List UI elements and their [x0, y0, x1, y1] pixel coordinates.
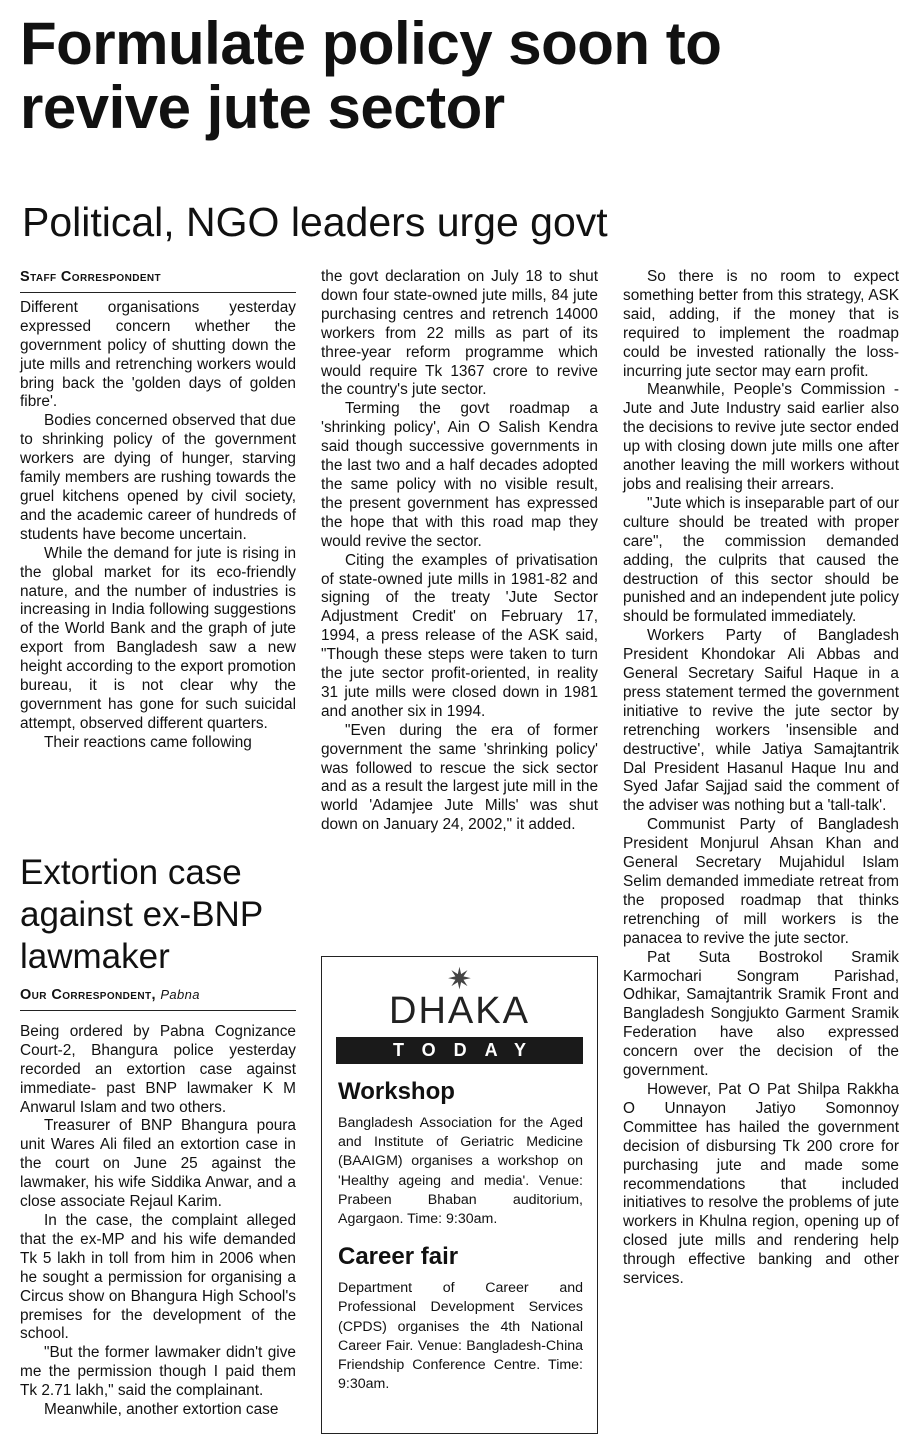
event-text: Bangladesh Association for the Aged and Institute of Geriatric Medicine (BAAIGM) organises a workshop on 'Healthy ageing and media'. Venue: Prabeen Bhaban auditorium, Agargaon. Time: 9:30am.: [338, 1115, 583, 1228]
event-title: Workshop: [338, 1078, 455, 1105]
paragraph: "Jute which is inseparable part of our culture should be treated with proper care", the commission demanded adding, the culprits that caused the destruction of this sector should be punished and an independent jute policy should be formulated immediately.: [623, 494, 899, 626]
event-text: Department of Career and Professional Development Services (CPDS) organises the 4th National Career Fair. Venue: Bangladesh-China Friendship Conference Centre. Time: 9:30am.: [338, 1280, 583, 1393]
event-title: Career fair: [338, 1243, 459, 1271]
subheadline: Political, NGO leaders urge govt: [22, 199, 608, 245]
byline: [20, 986, 296, 1011]
main-story-column-3: [623, 268, 899, 1289]
main-story-column-1: [20, 268, 296, 753]
paragraph: In the case, the complaint alleged that the ex-MP and his wife demanded Tk 5 lakh in toll from him in 2006 when he sought a permission for organising a Circus show on Bhangura High School's premises for the development of the school.: [20, 1211, 296, 1343]
paragraph: Their reactions came following: [44, 733, 252, 751]
paragraph: Bodies concerned observed that due to shrinking policy of the government workers are dying of hunger, starving family members are rushing towards the gruel kitchens opened by civil society, and the academic career of hundreds of students have become uncertain.: [20, 412, 296, 543]
paragraph: Treasurer of BNP Bhangura poura unit Wares Ali filed an extortion case in the court on June 25 against the lawmaker, his wife Siddika Anwar, and a close associate Rejaul Karim.: [20, 1117, 296, 1211]
star-icon: ✷: [446, 963, 473, 996]
paragraph: Different organisations yesterday expressed concern whether the government policy of shutting down the jute mills and retrenching workers would bring back the 'golden days of golden fibre'.: [20, 298, 296, 411]
story-headline: Extortion case against ex-BNP lawmaker: [20, 853, 263, 976]
paragraph: the govt declaration on July 18 to shut down four state-owned jute mills, 84 jute purchasing centres and retrench 14000 workers from 22 mills as part of its three-year reform programme which would require Tk 1367 crore to revive the country's jute sector.: [321, 268, 598, 399]
paragraph: "Even during the era of former government the same 'shrinking policy' was followed to rescue the sick sector and as a result the largest jute mill in the world 'Adamjee Jute Mills' was shut down on January 24, 2002," it added.: [321, 721, 598, 834]
paragraph: Terming the govt roadmap a 'shrinking policy', Ain O Salish Kendra said though successive governments in the last two and a half decades adopted the same policy with no visible result, the present government has expressed the hope that with this road map they would revive the sector.: [321, 400, 598, 550]
paragraph: Pat Suta Bostrokol Sramik Karmochari Songram Parishad, Odhikar, Samajtantrik Sramik Front and Bangladesh Songjukto Garment Sramik Federation have also expressed concern over the decision of the government.: [623, 948, 899, 1080]
paragraph: Workers Party of Bangladesh President Khondokar Ali Abbas and General Secretary Saiful Haque in a press statement termed the government initiative to revive the jute sector by retrenching workers 'insensible and destructive', while Jatiya Samajtantrik Dal President Hasanul Haque Inu and Syed Jafar Sajjad said the comment of the adviser was nothing but a 'tall-talk'.: [623, 627, 899, 815]
logo-today: TODAY: [336, 1037, 583, 1064]
paragraph: Meanwhile, People's Commission - Jute and Jute Industry said earlier also the decisions to revive jute sector ended up with closing down jute mills one after another leaving the mill workers without jobs and realising their arrears.: [623, 381, 899, 493]
paragraph: Meanwhile, another extortion case: [44, 1401, 279, 1419]
headline: Formulate policy soon to revive jute sector: [20, 10, 722, 141]
paragraph: While the demand for jute is rising in the global market for its eco-friendly nature, and the number of industries is increasing in India following suggestions of the World Bank and the graph of jute export from Bangladesh saw a new height according to the export promotion bureau, it is not clear why the government has gone for such suicidal attempt, observed different quarters.: [20, 544, 296, 732]
paragraph: Communist Party of Bangladesh President Monjurul Ahsan Khan and General Secretary Mujahidul Islam Selim demanded immediate retreat from the proposed roadmap that thinks retrenching of mill workers is the panacea to revive the jute sector.: [623, 816, 899, 947]
logo-dhaka: DHAKA: [389, 990, 530, 1032]
byline-place: Pabna: [160, 987, 200, 1002]
dhaka-today-logo: [336, 963, 583, 1064]
byline-name: Our Correspondent,: [20, 987, 156, 1003]
paragraph: Being ordered by Pabna Cognizance Court-2, Bhangura police yesterday recorded an extortion case against immediate- past BNP lawmaker K M Anwarul Islam and two others.: [20, 1022, 296, 1116]
paragraph: "But the former lawmaker didn't give me the permission though I paid them Tk 2.71 lakh," said the complainant.: [20, 1344, 296, 1400]
extortion-story: [20, 852, 296, 1420]
dhaka-today-box: [321, 956, 598, 1434]
paragraph: However, Pat O Pat Shilpa Rakkha O Unnayon Jatiyo Somonnoy Committee has hailed the government decision of disbursing Tk 200 crore for purchasing jute and made some recommendations that included initiatives to resolve the problems of jute workers in Khulna region, opening up of closed jute mills and rendering help through effective banking and other services.: [623, 1080, 899, 1288]
byline: Staff Correspondent: [20, 268, 296, 293]
paragraph: So there is no room to expect something better from this strategy, ASK said, adding, if the money that is required to implement the roadmap could be invested rationally the loss-incurring jute sector may earn profit.: [623, 268, 899, 380]
paragraph: Citing the examples of privatisation of state-owned jute mills in 1981-82 and signing of the treaty 'Jute Sector Adjustment Credit' on February 17, 1994, a press release of the ASK said, "Though these steps were taken to turn the jute sector profit-oriented, in reality 31 jute mills were closed down in 1981 and another six in 1994.: [321, 551, 598, 720]
main-story-column-2: [321, 268, 598, 835]
